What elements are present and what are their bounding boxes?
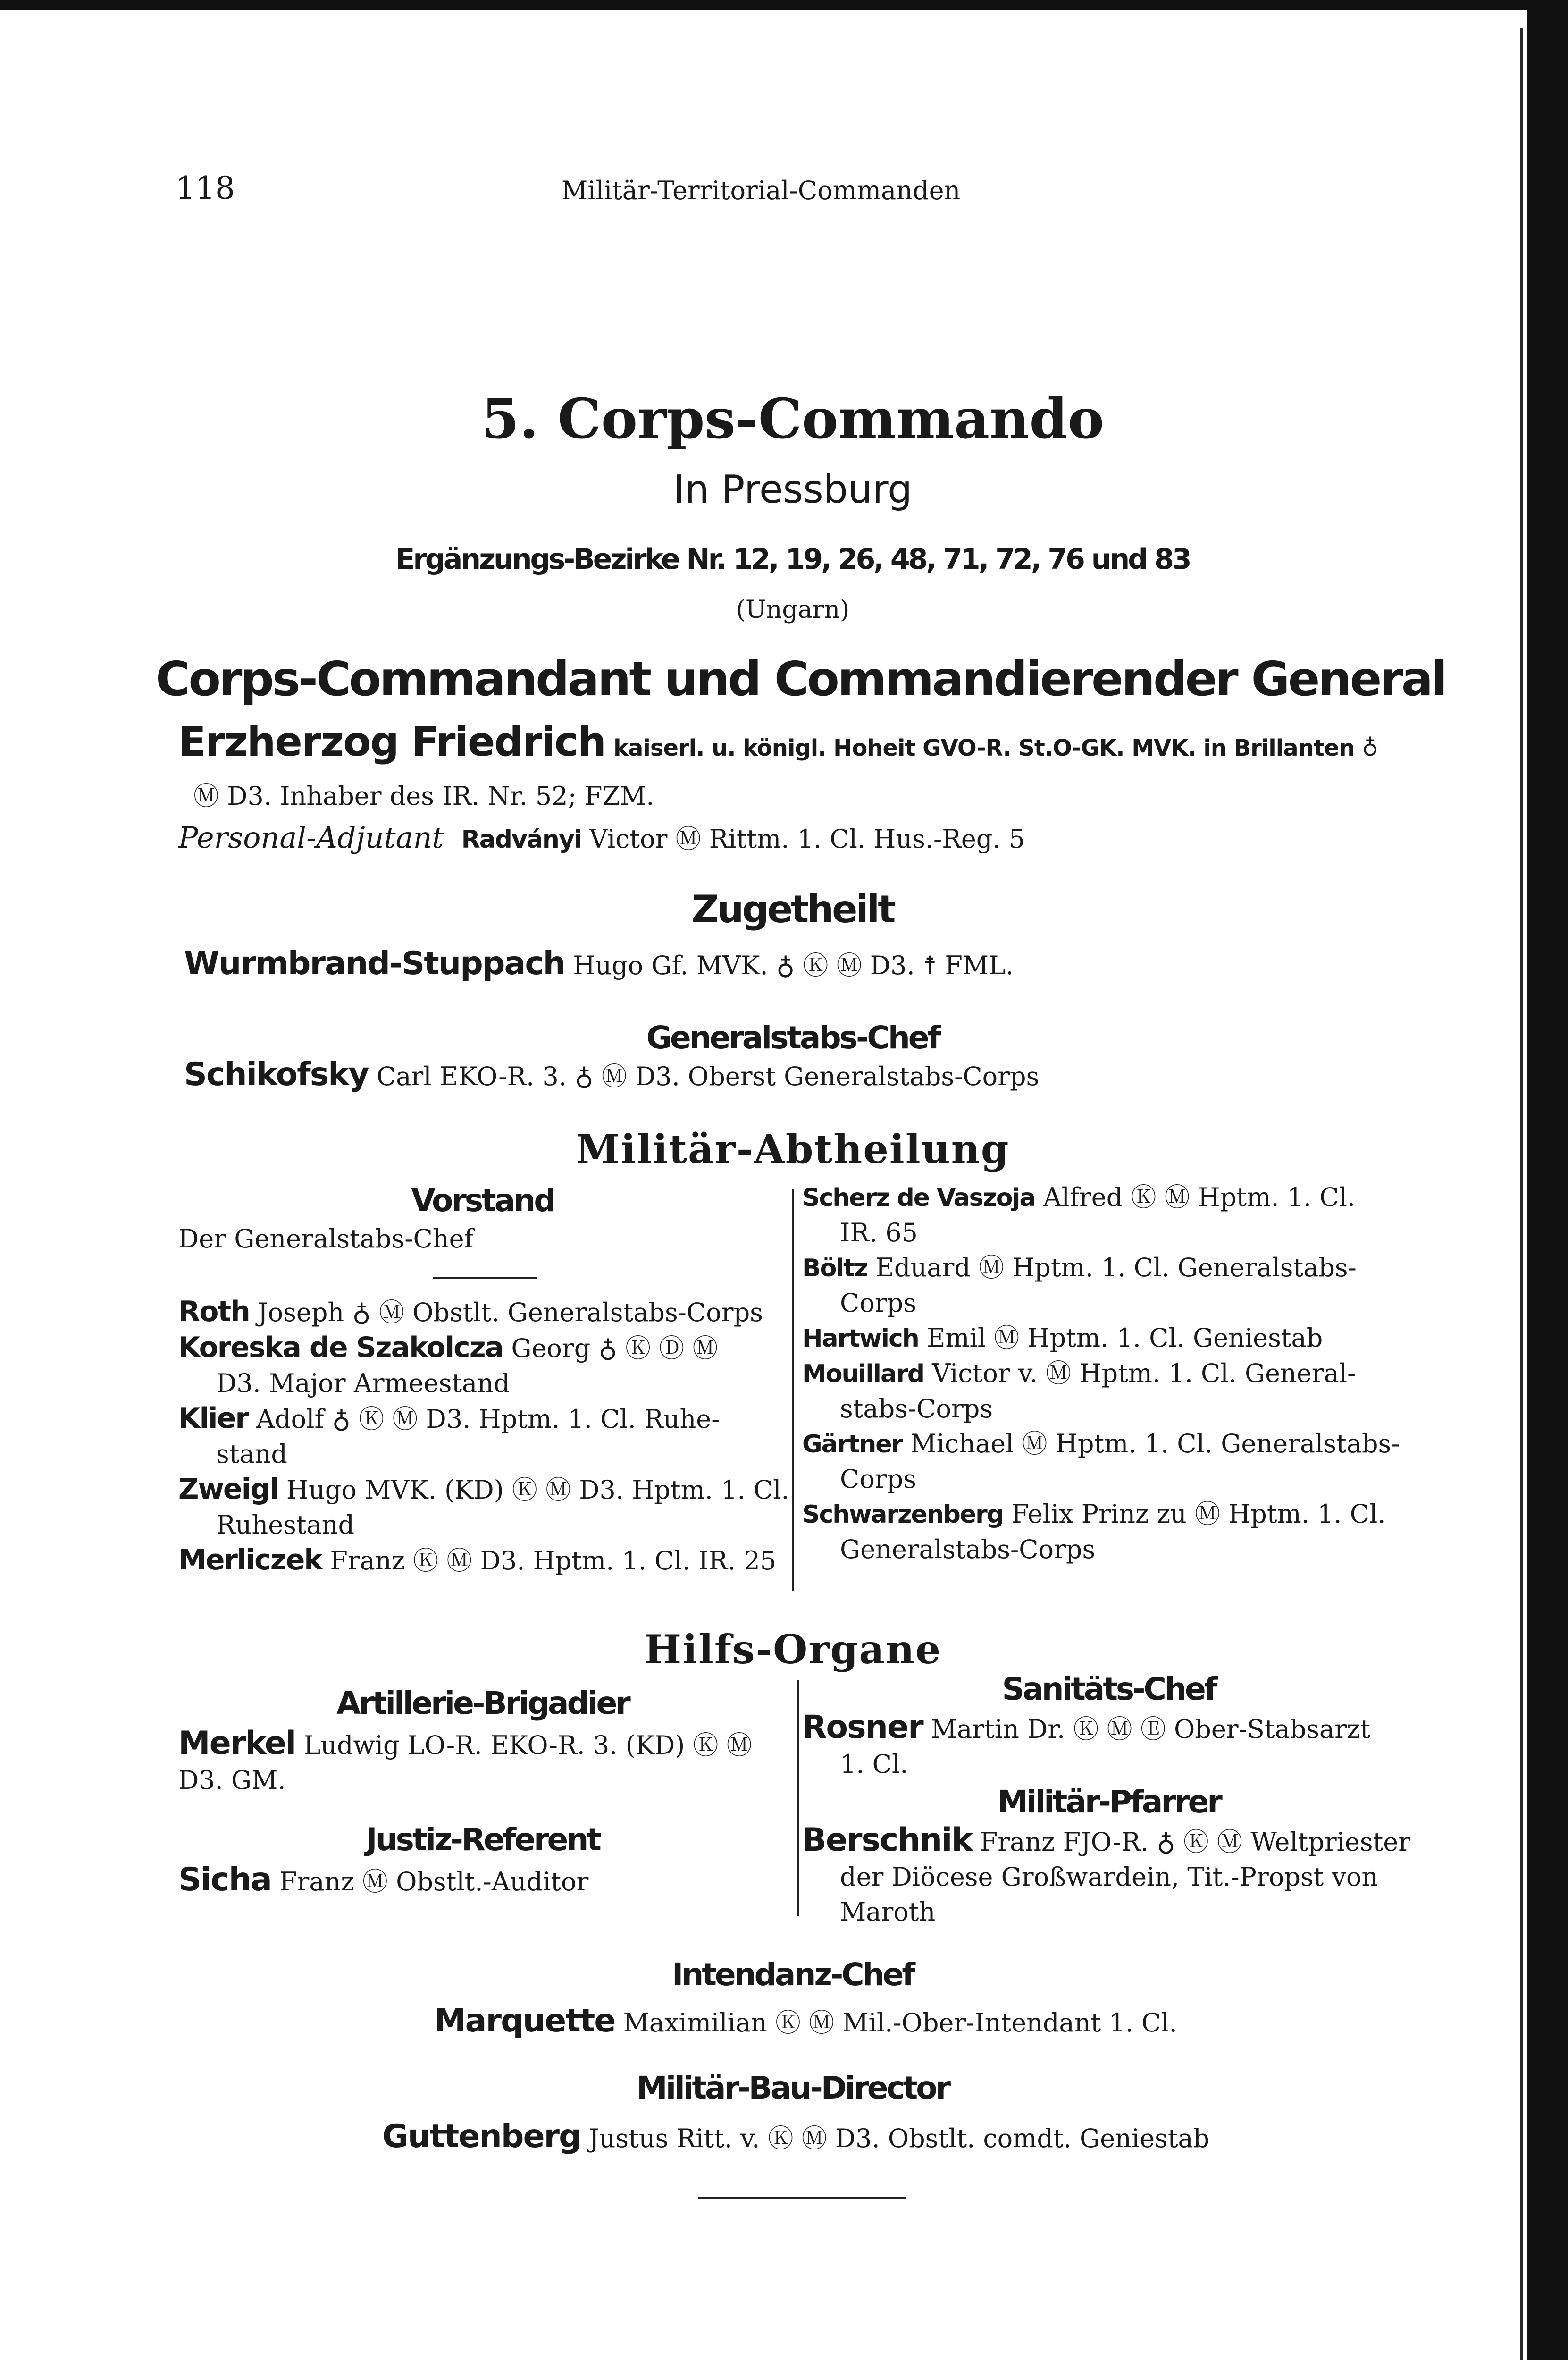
entry-name: Zweigl bbox=[178, 1473, 278, 1506]
auxiliary-column-divider bbox=[797, 1680, 799, 1916]
medical-heading: Sanitäts-Chef bbox=[1002, 1671, 1216, 1707]
military-section-left bbox=[178, 1182, 787, 1578]
list-item bbox=[178, 1401, 787, 1472]
list-item bbox=[178, 1330, 787, 1401]
artillery-heading: Artillerie-Brigadier bbox=[336, 1685, 629, 1721]
entry-details: Emil Ⓜ Hptm. 1. Cl. Geniestab bbox=[927, 1323, 1323, 1353]
list-item bbox=[802, 1497, 1416, 1567]
auxiliary-left bbox=[178, 1685, 787, 1899]
entry-continuation: stabs-Corps bbox=[840, 1394, 993, 1424]
intendance-name: Marquette bbox=[434, 2002, 615, 2040]
entry-first-line bbox=[802, 1321, 1416, 1356]
list-item bbox=[802, 1180, 1416, 1250]
region-line: (Ungarn) bbox=[736, 596, 850, 624]
entry-details: Joseph ♁ Ⓜ Obstlt. Generalstabs-Corps bbox=[258, 1298, 763, 1327]
chaplain-rest: Franz FJO-R. ♁ Ⓚ Ⓜ Weltpriester bbox=[980, 1827, 1411, 1857]
scan-edge-line bbox=[1520, 28, 1523, 2360]
entry-first-line bbox=[178, 1294, 787, 1330]
entry-continuation: Corps bbox=[840, 1288, 916, 1318]
military-left-entries bbox=[178, 1294, 787, 1578]
chaplain-cont-2: Maroth bbox=[840, 1897, 936, 1927]
entry-name: Roth bbox=[178, 1295, 250, 1328]
scan-edge-top bbox=[0, 0, 1568, 10]
entry-continuation: stand bbox=[216, 1439, 287, 1469]
entry-first-line bbox=[802, 1250, 1416, 1286]
justice-rest: Franz Ⓜ Obstlt.-Auditor bbox=[279, 1867, 589, 1896]
entry-details: Eduard Ⓜ Hptm. 1. Cl. Generalstabs- bbox=[875, 1253, 1357, 1282]
military-right-entries bbox=[802, 1180, 1416, 1567]
entry-details: Franz Ⓚ Ⓜ D3. Hptm. 1. Cl. IR. 25 bbox=[330, 1546, 777, 1576]
medical-entry bbox=[802, 1710, 1416, 1747]
medical-rest: Martin Dr. Ⓚ Ⓜ Ⓔ Ober-Stabsarzt bbox=[931, 1714, 1371, 1744]
intendance-heading: Intendanz-Chef bbox=[671, 1956, 914, 1993]
list-item bbox=[802, 1356, 1416, 1426]
list-item bbox=[802, 1321, 1416, 1356]
adjutant-name: Radványi bbox=[461, 826, 581, 854]
vorstand-divider bbox=[433, 1277, 537, 1279]
page-number: 118 bbox=[176, 170, 235, 206]
justice-heading: Justiz-Referent bbox=[366, 1821, 600, 1858]
artillery-cont: D3. GM. bbox=[178, 1765, 286, 1795]
construction-name: Guttenberg bbox=[382, 2118, 581, 2155]
entry-continuation: D3. Major Armeestand bbox=[216, 1368, 510, 1398]
attached-rest: Hugo Gf. MVK. ♁ Ⓚ Ⓜ D3. ☨ FML. bbox=[573, 951, 1014, 980]
entry-name: Böltz bbox=[802, 1254, 868, 1282]
entry-name: Schwarzenberg bbox=[802, 1500, 1003, 1529]
list-item bbox=[178, 1294, 787, 1330]
vorstand-text: Der Generalstabs-Chef bbox=[178, 1224, 474, 1254]
entry-details: Michael Ⓜ Hptm. 1. Cl. Generalstabs- bbox=[910, 1429, 1400, 1458]
military-section-heading: Militär-Abtheilung bbox=[576, 1126, 1010, 1172]
medical-name: Rosner bbox=[802, 1709, 923, 1746]
entry-continuation: Generalstabs-Corps bbox=[840, 1534, 1096, 1564]
auxiliary-right bbox=[802, 1671, 1416, 1930]
entry-first-line bbox=[802, 1426, 1416, 1462]
entry-name: Scherz de Vaszoja bbox=[802, 1184, 1035, 1212]
entry-first-line bbox=[802, 1356, 1416, 1391]
medical-cont: 1. Cl. bbox=[840, 1749, 908, 1779]
entry-continuation: Corps bbox=[840, 1464, 916, 1494]
entry-details: Alfred Ⓚ Ⓜ Hptm. 1. Cl. bbox=[1043, 1182, 1356, 1212]
artillery-name: Merkel bbox=[178, 1725, 296, 1762]
adjutant-line bbox=[178, 820, 1025, 857]
commander-heading: Corps-Commandant und Commandierender General bbox=[156, 651, 1446, 707]
entry-name: Mouillard bbox=[802, 1360, 924, 1388]
districts-line: Ergänzungs-Bezirke Nr. 12, 19, 26, 48, 71, 72, 76 und 83 bbox=[395, 543, 1190, 576]
list-item bbox=[178, 1472, 787, 1542]
list-item bbox=[178, 1542, 787, 1578]
artillery-entry bbox=[178, 1726, 787, 1763]
entry-details: Adolf ♁ Ⓚ Ⓜ D3. Hptm. 1. Cl. Ruhe- bbox=[256, 1404, 720, 1434]
entry-first-line bbox=[178, 1472, 787, 1508]
chief-of-staff-heading: Generalstabs-Chef bbox=[646, 1020, 939, 1056]
entry-details: Georg ♁ Ⓚ Ⓓ Ⓜ bbox=[511, 1333, 718, 1363]
military-column-divider bbox=[792, 1189, 794, 1591]
chaplain-heading: Militär-Pfarrer bbox=[997, 1784, 1221, 1820]
entry-continuation: Ruhestand bbox=[216, 1510, 355, 1540]
end-rule bbox=[698, 2197, 906, 2199]
entry-name: Koreska de Szakolcza bbox=[178, 1331, 503, 1364]
commander-name: Erzherzog Friedrich bbox=[178, 718, 605, 766]
justice-entry bbox=[178, 1863, 787, 1899]
entry-details: Hugo MVK. (KD) Ⓚ Ⓜ D3. Hptm. 1. Cl. bbox=[286, 1475, 789, 1505]
entry-first-line bbox=[802, 1180, 1416, 1215]
commander-titles: kaiserl. u. königl. Hoheit GVO-R. St.O-GK. MVK. in Brillanten ♁ bbox=[613, 735, 1378, 761]
artillery-rest: Ludwig LO-R. EKO-R. 3. (KD) Ⓚ Ⓜ bbox=[303, 1730, 752, 1760]
list-item bbox=[802, 1250, 1416, 1321]
entry-details: Victor v. Ⓜ Hptm. 1. Cl. General- bbox=[932, 1358, 1356, 1388]
commander-line-2: Ⓜ D3. Inhaber des IR. Nr. 52; FZM. bbox=[193, 781, 654, 811]
chaplain-entry bbox=[802, 1823, 1416, 1860]
entry-name: Gärtner bbox=[802, 1430, 903, 1458]
attached-heading: Zugetheilt bbox=[691, 887, 894, 931]
intendance-entry bbox=[434, 2004, 1177, 2040]
entry-continuation: IR. 65 bbox=[840, 1218, 918, 1247]
scan-edge-right bbox=[1527, 0, 1568, 2360]
chaplain-name: Berschnik bbox=[802, 1821, 972, 1859]
construction-heading: Militär-Bau-Director bbox=[636, 2070, 949, 2106]
location-subtitle: In Pressburg bbox=[673, 467, 913, 512]
entry-name: Merliczek bbox=[178, 1543, 322, 1576]
intendance-rest: Maximilian Ⓚ Ⓜ Mil.-Ober-Intendant 1. Cl. bbox=[623, 2008, 1177, 2038]
auxiliary-heading: Hilfs-Organe bbox=[644, 1626, 942, 1673]
construction-entry bbox=[382, 2119, 1209, 2156]
justice-name: Sicha bbox=[178, 1861, 271, 1898]
entry-name: Klier bbox=[178, 1402, 248, 1435]
chief-of-staff-entry bbox=[184, 1057, 1039, 1094]
entry-details: Felix Prinz zu Ⓜ Hptm. 1. Cl. bbox=[1011, 1499, 1386, 1529]
chief-of-staff-rest: Carl EKO-R. 3. ♁ Ⓜ D3. Oberst Generalstabs-Corps bbox=[376, 1062, 1040, 1091]
adjutant-rest: Victor Ⓜ Rittm. 1. Cl. Hus.-Reg. 5 bbox=[589, 824, 1025, 854]
chaplain-cont-1: der Diöcese Großwardein, Tit.-Propst von bbox=[840, 1862, 1378, 1892]
construction-rest: Justus Ritt. v. Ⓚ Ⓜ D3. Obstlt. comdt. Geniestab bbox=[588, 2124, 1210, 2153]
adjutant-label: Personal-Adjutant bbox=[178, 820, 444, 855]
entry-first-line bbox=[178, 1401, 787, 1437]
attached-name: Wurmbrand-Stuppach bbox=[184, 945, 565, 982]
entry-name: Hartwich bbox=[802, 1324, 919, 1353]
page-title: 5. Corps-Commando bbox=[481, 387, 1104, 451]
chief-of-staff-name: Schikofsky bbox=[184, 1056, 369, 1093]
entry-first-line bbox=[802, 1497, 1416, 1532]
running-title: Militär-Territorial-Commanden bbox=[562, 176, 961, 205]
attached-entry bbox=[184, 946, 1014, 983]
entry-first-line bbox=[178, 1330, 787, 1366]
list-item bbox=[802, 1426, 1416, 1497]
entry-first-line bbox=[178, 1542, 787, 1578]
commander-line-1 bbox=[178, 718, 1378, 766]
vorstand-heading: Vorstand bbox=[411, 1182, 554, 1219]
